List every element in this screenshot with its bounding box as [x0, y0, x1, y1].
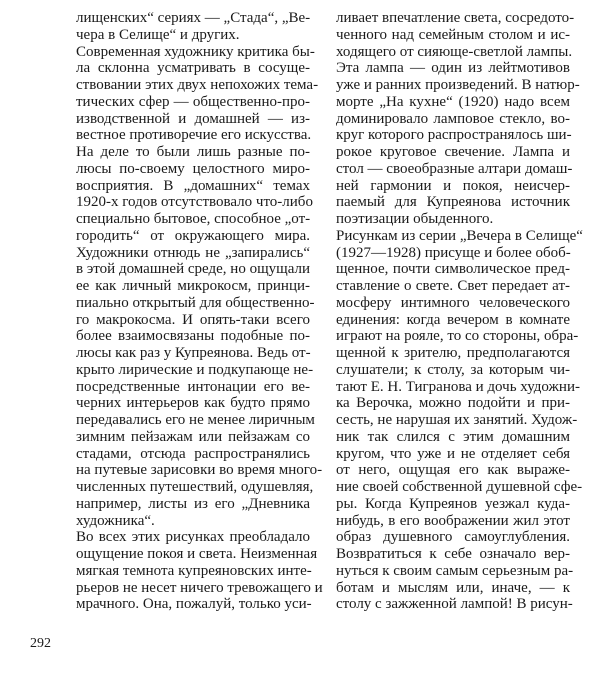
- text-line: люсы как раз у Купреянова. Ведь от-: [76, 345, 311, 361]
- text-line: нибудь, в его воображении жил этот: [336, 512, 570, 529]
- text-line: например, листы из его „Дневника: [76, 495, 310, 512]
- text-line: передавались его не менее лиричным: [76, 412, 315, 428]
- text-line: изводственной и домашней — из-: [76, 110, 310, 127]
- text-line: слушатели; к столу, за которым чи-: [336, 361, 570, 378]
- text-line: столу с зажженной лампой! В рисун-: [336, 596, 573, 613]
- text-line: Возвратиться к себе означало вер-: [336, 546, 570, 562]
- text-line: ствовании этих двух непохожих тема-: [76, 77, 319, 93]
- page-number: 292: [30, 636, 51, 651]
- text-line: стол — своеобразные алтари домаш-: [336, 160, 573, 177]
- text-line: ощущение покоя и света. Неизменная: [76, 546, 318, 562]
- text-line: Рисункам из серии „Вечера в Селище“: [336, 227, 583, 244]
- text-line: вестное противоречие его искусства.: [76, 127, 312, 144]
- text-line: ходящего от сияюще-светлой лампы.: [336, 43, 573, 60]
- left-text-column: [76, 10, 323, 613]
- text-line: рокое круговое свечение. Лампа и: [336, 144, 570, 160]
- text-line: доминировало ламповое стекло, во-: [336, 110, 570, 127]
- text-line: кругом, что уже и не отделяет себя: [336, 445, 570, 462]
- text-line: крыто лирические и подкупающе не-: [76, 361, 314, 378]
- text-line: тают Е. Н. Тигранова и дочь художни-: [336, 378, 580, 395]
- text-line: 1920-х годов отсутствовало что-либо: [76, 194, 313, 211]
- text-line: ры. Когда Купреянов уезжал куда-: [336, 495, 570, 512]
- text-line: морте „На кухне“ (1920) надо всем: [336, 93, 570, 110]
- text-line: рьеров не несет ничего тревожащего и: [76, 579, 323, 596]
- text-line: стадами, отсюда распространялись: [76, 445, 310, 462]
- text-line: ливает впечатление света, сосредото-: [336, 10, 575, 26]
- text-line: Современная художнику критика бы-: [76, 43, 315, 60]
- text-line: нуться к своим самым серьезным ра-: [336, 562, 574, 579]
- text-line: люсы по-своему целостного миро-: [76, 160, 310, 177]
- text-line: поэтизации обыденного.: [336, 211, 494, 227]
- text-line: ка Верочка, можно подойти и при-: [336, 395, 570, 412]
- text-line: уже и ранних произведений. В натюр-: [336, 77, 580, 93]
- text-line: чера в Селище“ и других.: [76, 26, 240, 43]
- text-line: ней гармонии и покоя, неисчер-: [336, 177, 570, 194]
- text-line: ние своей собственной душевной сфе-: [336, 479, 583, 495]
- text-line: ла склонна усматривать в сосуще-: [76, 60, 310, 77]
- right-text-column: [336, 10, 583, 613]
- text-line: (1927—1928) присуще и более обоб-: [336, 244, 571, 261]
- text-line: ченного над семейным столом и ис-: [336, 26, 570, 43]
- text-line: более взаимосвязаны подобные по-: [76, 328, 310, 345]
- text-line: черних интерьеров как будто прямо: [76, 395, 310, 412]
- text-line: мосферу интимного человеческого: [336, 294, 570, 311]
- text-line: ботам и мыслям или, иначе, — к: [336, 579, 570, 596]
- text-line: мягкая темнота купреяновских инте-: [76, 562, 312, 579]
- text-line: лищенских“ сериях — „Стада“, „Ве-: [76, 10, 311, 26]
- text-line: зимним пейзажам или пейзажам со: [76, 428, 310, 445]
- text-line: в этой домашней среде, но ощущали: [76, 261, 310, 278]
- text-line: щенное, почти символическое пред-: [336, 261, 570, 278]
- text-line: ее как личный микрокосм, принци-: [76, 278, 310, 294]
- text-line: численных путешествий, одушевляя,: [76, 479, 314, 495]
- text-line: паемый для Купреянова источник: [336, 194, 570, 211]
- text-line: го макрокосма. И опять-таки всего: [76, 311, 310, 328]
- text-line: от него, ощущая его как выраже-: [336, 462, 570, 479]
- text-line: художника“.: [76, 512, 155, 529]
- text-line: Во всех этих рисунках преобладало: [76, 529, 310, 546]
- text-line: восприятия. В „домашних“ темах: [76, 177, 310, 194]
- text-line: мрачного. Она, пожалуй, только уси-: [76, 596, 312, 613]
- text-line: играют на рояле, то со стороны, обра-: [336, 328, 579, 345]
- text-line: образ душевного самоуглубления.: [336, 529, 570, 546]
- text-line: круг которого распространялось ши-: [336, 127, 572, 144]
- text-line: единения: когда вечером в комнате: [336, 311, 570, 328]
- text-line: посредственные интонации его ве-: [76, 378, 310, 395]
- text-line: пиально открытый для общественно-: [76, 294, 315, 311]
- text-line: городить“ от окружающего мира.: [76, 227, 310, 244]
- text-line: Художники отнюдь не „запирались“: [76, 244, 310, 261]
- text-line: Эта лампа — один из лейтмотивов: [336, 60, 570, 77]
- text-line: щенной к зрителю, предполагаются: [336, 345, 570, 361]
- text-line: сесть, не нарушая их занятий. Худож-: [336, 412, 578, 428]
- text-line: ник так слился с этим домашним: [336, 428, 570, 445]
- text-line: На деле то были лишь разные по-: [76, 144, 310, 160]
- text-line: на путевые зарисовки во время много-: [76, 462, 323, 479]
- text-line: ставление о свете. Свет передает ат-: [336, 278, 570, 294]
- text-line: специально бытовое, способное „от-: [76, 211, 311, 227]
- text-line: тических сфер — общественно-про-: [76, 93, 310, 110]
